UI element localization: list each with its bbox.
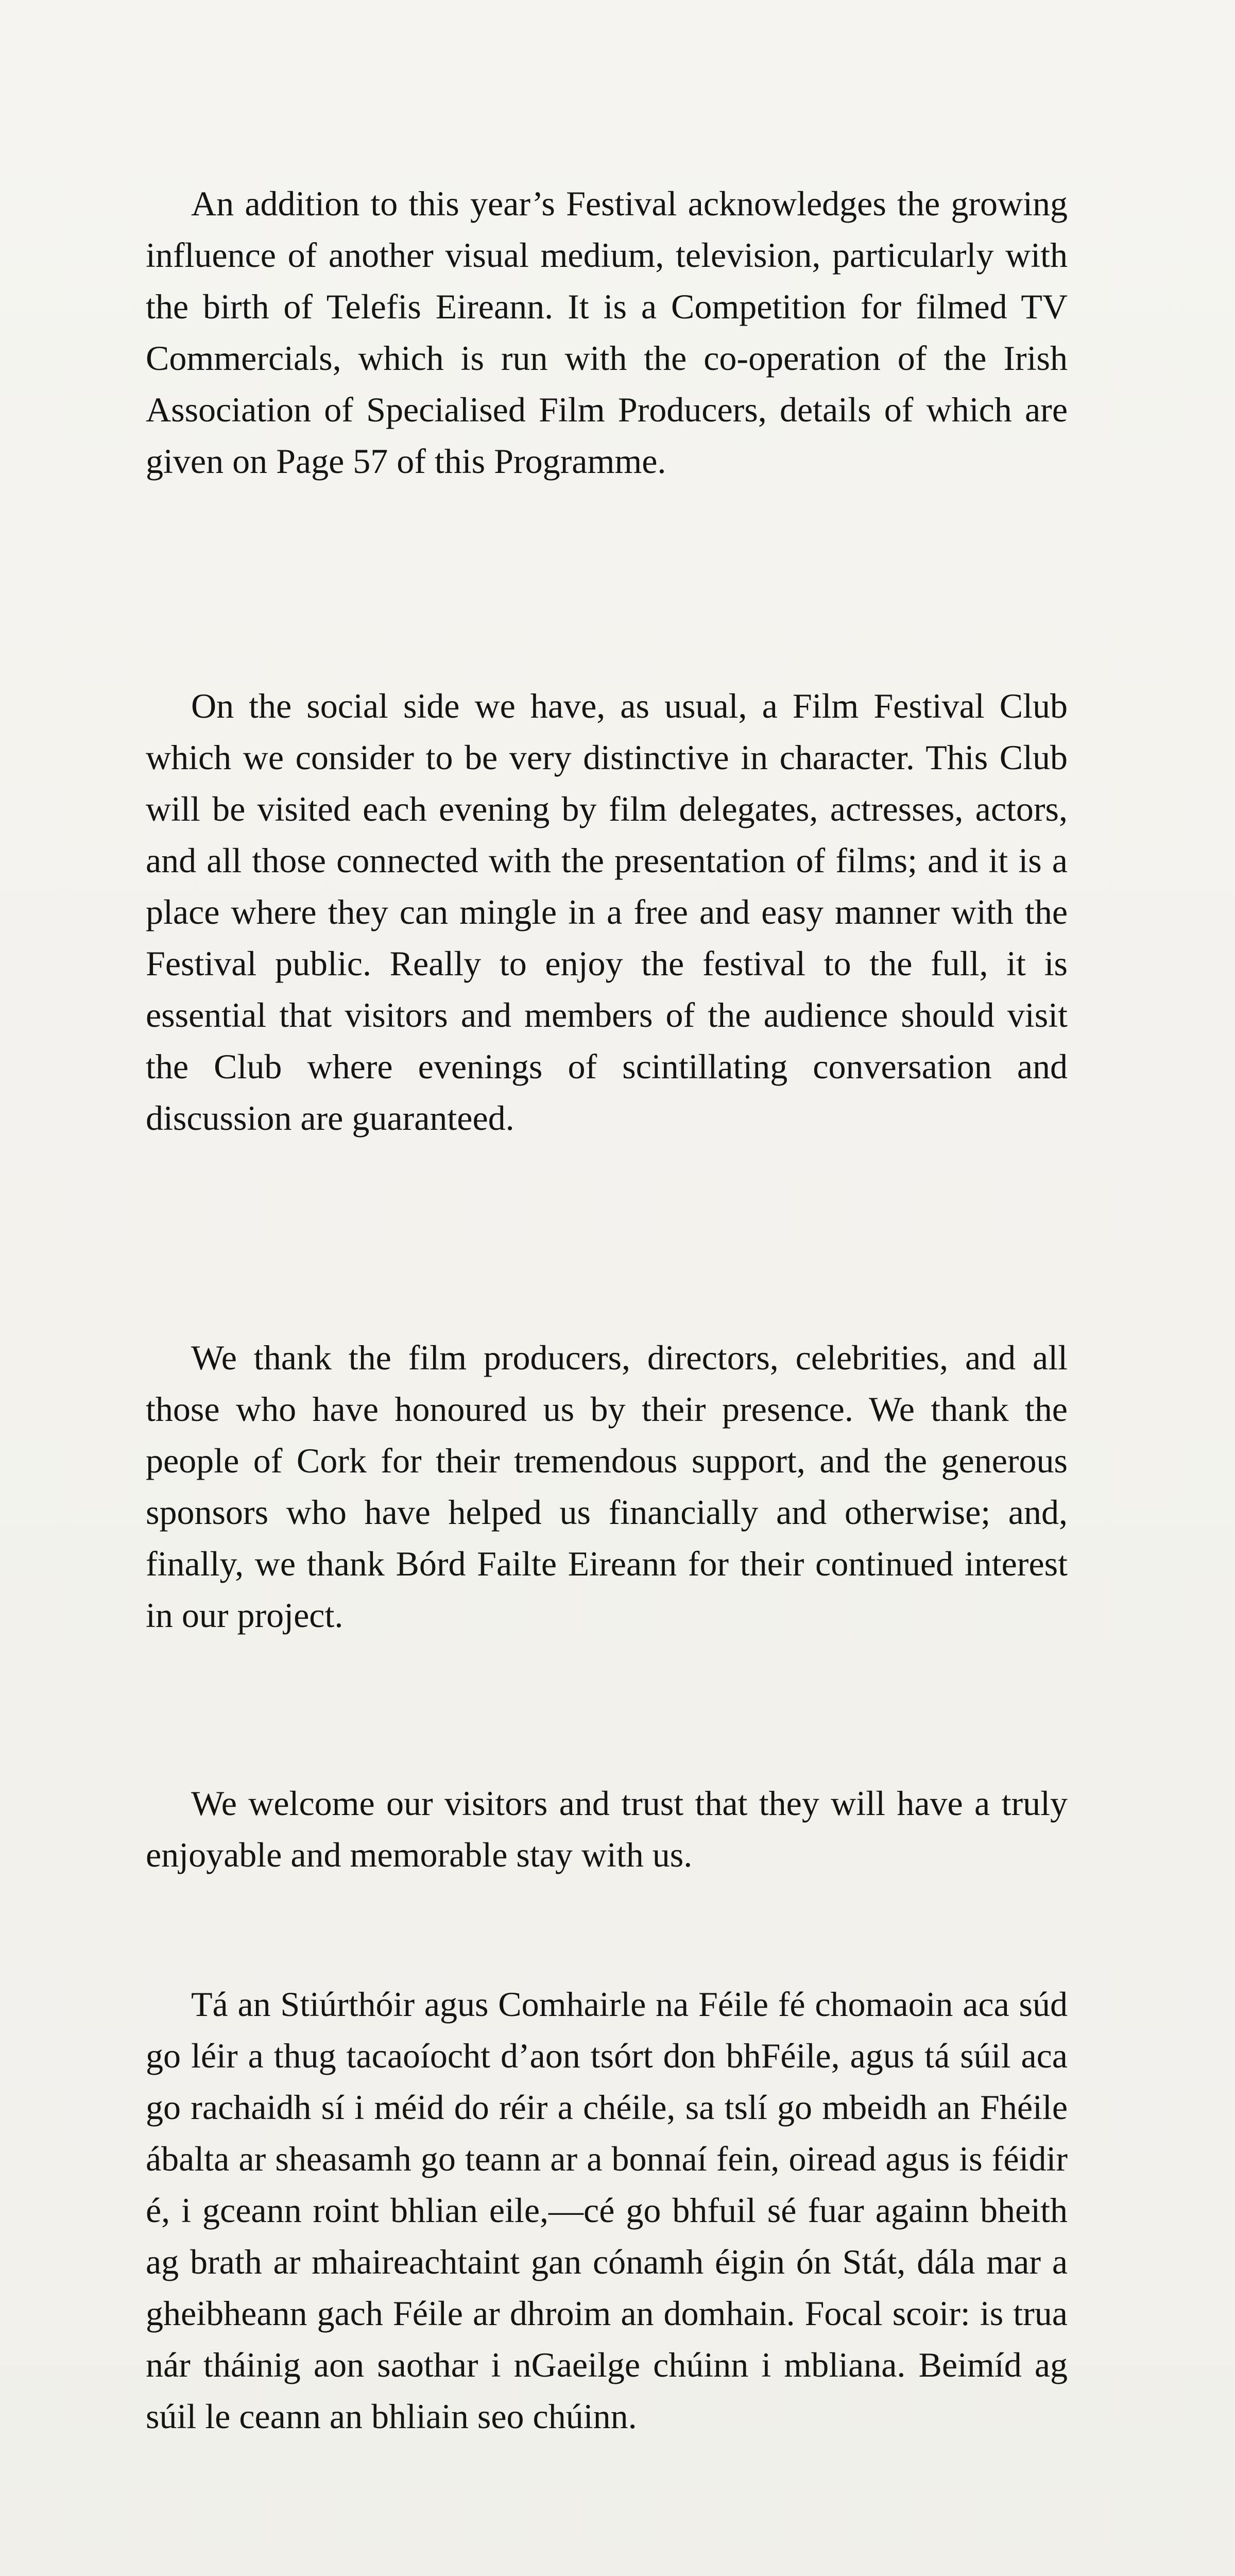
paragraph-thanks bbox=[146, 1332, 1068, 1641]
paragraph-text: We thank the film producers, directors, celebrities, and all those who have honoured us by their presence. We thank the people of Cork for their tremendous support, and the generous sponsors who have helped us financially and otherwise; and, finally, we thank Bórd Failte Eireann for their continued interest in our project. bbox=[146, 1338, 1068, 1635]
paragraph-text: On the social side we have, as usual, a Film Festival Club which we consider to be very distinctive in character. This Club will be visited each evening by film delegates, actresses, actors, and all those connected with the presentation of films; and it is a place where they can mingle in a free and easy manner with the Festival public. Really to enjoy the festival to the full, it is essential that visitors and members of the audience should visit the Club where evenings of scintillating conversation and discussion are guaranteed. bbox=[146, 686, 1068, 1138]
paragraph-text: We welcome our visitors and trust that they will have a truly enjoyable and memorable stay with us. bbox=[146, 1784, 1068, 1874]
paragraph-irish bbox=[146, 1978, 1068, 2442]
paragraph-text: Tá an Stiúrthóir agus Comhairle na Féile fé chomaoin aca súd go léir a thug tacaoíocht d’aon tsórt don bhFéile, agus tá súil aca go rachaidh sí i méid do réir a chéile, sa tslí go mbeidh an Fhéile ábalta ar sheasamh go teann ar a bonnaí fein, oiread agus is féidir é, i gceann roint bhlian eile,—cé go bhfuil sé fuar againn bheith ag brath ar mhaireachtaint gan cónamh éigin ón Stát, dála mar a gheibheann gach Féile ar dhroim an domhain. Focal scoir: is trua nár tháinig aon saothar i nGaeilge chúinn i mbliana. Beimíd ag súil le ceann an bhliain seo chúinn. bbox=[146, 1985, 1068, 2436]
paragraph-tv-commercials bbox=[146, 178, 1068, 487]
paragraph-text: An addition to this year’s Festival acknowledges the growing influence of another visual medium, television, particularly with the birth of Telefis Eireann. It is a Competition for filmed TV Commercials, which is run with the co-operation of the Irish Association of Specialised Film Producers, details of which are given on Page 57 of this Programme. bbox=[146, 184, 1068, 481]
paragraph-welcome bbox=[146, 1777, 1068, 1880]
paragraph-festival-club bbox=[146, 680, 1068, 1144]
